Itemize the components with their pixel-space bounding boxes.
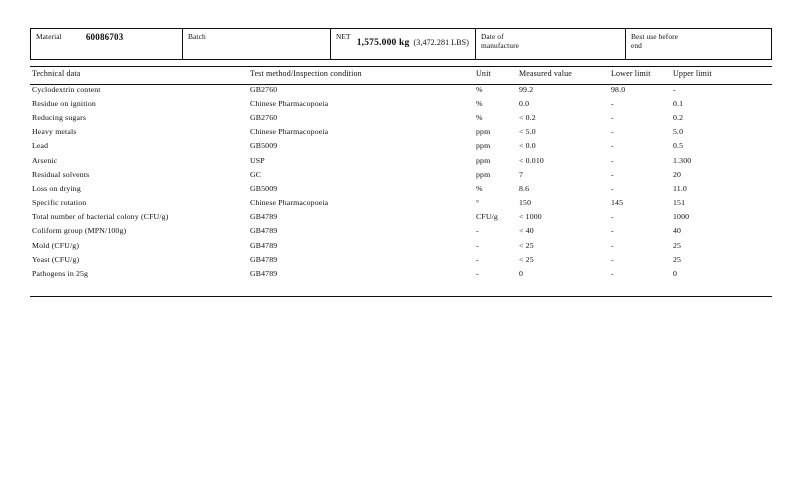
column-header-test-method: Test method/Inspection condition: [250, 69, 362, 78]
cell-lower: -: [611, 269, 614, 279]
net-label: NET: [336, 32, 351, 41]
column-header-lower-limit: Lower limit: [611, 69, 651, 78]
cell-unit: -: [476, 254, 479, 264]
cell-technical-data: Residue on ignition: [32, 98, 96, 108]
cell-method: GB4789: [250, 269, 278, 279]
cell-upper: 11.0: [673, 183, 687, 193]
cell-measured: < 0.0: [519, 141, 536, 151]
cell-upper: 0.1: [673, 98, 684, 108]
cell-unit: %: [476, 183, 483, 193]
cell-measured: < 1000: [519, 212, 542, 222]
cell-measured: 0: [519, 269, 524, 279]
table-body: [30, 82, 774, 281]
cell-method: GB2760: [250, 112, 278, 122]
cell-unit: -: [476, 240, 479, 250]
cell-measured: < 25: [519, 254, 534, 264]
best-use-before-label: Best use before end: [631, 32, 679, 50]
material-value: 60086703: [85, 32, 124, 42]
cell-upper: 1.300: [673, 155, 692, 165]
cell-lower: -: [611, 155, 614, 165]
cell-lower: 98.0: [611, 84, 626, 94]
cell-upper: 25: [673, 240, 682, 250]
cell-technical-data: Lead: [32, 141, 49, 151]
cell-lower: -: [611, 240, 614, 250]
cell-measured: 0.0: [519, 98, 530, 108]
cell-method: GB5009: [250, 183, 278, 193]
cell-unit: %: [476, 112, 483, 122]
table-row: [30, 82, 774, 96]
cell-method: GC: [250, 169, 262, 179]
cell-lower: 145: [611, 198, 624, 208]
column-header-technical-data: Technical data: [32, 69, 81, 78]
table-row: [30, 252, 774, 266]
cell-upper: 25: [673, 254, 682, 264]
cell-measured: 150: [519, 198, 532, 208]
table-row: [30, 224, 774, 238]
table-row: [30, 153, 774, 167]
table-row: [30, 181, 774, 195]
cell-upper: 1000: [673, 212, 690, 222]
cell-technical-data: Yeast (CFU/g): [32, 254, 80, 264]
best-use-before-cell: [626, 29, 771, 59]
specification-table: [30, 68, 774, 281]
date-of-manufacture-label: Date of manufacture: [481, 32, 520, 50]
cell-unit: ppm: [476, 155, 491, 165]
cell-measured: 7: [519, 169, 524, 179]
cell-method: GB4789: [250, 226, 278, 236]
cell-unit: -: [476, 269, 479, 279]
cell-method: GB2760: [250, 84, 278, 94]
cell-method: Chinese Pharmacopoeia: [250, 98, 329, 108]
table-row: [30, 238, 774, 252]
cell-lower: -: [611, 226, 614, 236]
cell-lower: -: [611, 169, 614, 179]
cell-technical-data: Loss on drying: [32, 183, 81, 193]
cell-method: GB4789: [250, 212, 278, 222]
date-of-manufacture-cell: [476, 29, 626, 59]
cell-technical-data: Heavy metals: [32, 127, 77, 137]
cell-lower: -: [611, 212, 614, 222]
cell-upper: 5.0: [673, 127, 684, 137]
cell-upper: -: [673, 84, 676, 94]
table-row: [30, 110, 774, 124]
cell-lower: -: [611, 141, 614, 151]
cell-measured: < 40: [519, 226, 534, 236]
table-row: [30, 139, 774, 153]
cell-method: Chinese Pharmacopoeia: [250, 198, 329, 208]
cell-technical-data: Reducing sugars: [32, 112, 87, 122]
cell-unit: °: [476, 198, 480, 208]
cell-method: GB4789: [250, 240, 278, 250]
cell-lower: -: [611, 254, 614, 264]
cell-technical-data: Residual solvents: [32, 169, 90, 179]
cell-method: USP: [250, 155, 265, 165]
cell-lower: -: [611, 98, 614, 108]
cell-measured: < 5.0: [519, 127, 536, 137]
cell-technical-data: Total number of bacterial colony (CFU/g): [32, 212, 169, 222]
cell-technical-data: Pathogens in 25g: [32, 269, 89, 279]
cell-technical-data: Arsenic: [32, 155, 58, 165]
cell-upper: 0.2: [673, 112, 684, 122]
column-header-unit: Unit: [476, 69, 491, 78]
cell-upper: 20: [673, 169, 682, 179]
table-row: [30, 266, 774, 280]
cell-unit: %: [476, 84, 483, 94]
header-info-box: [30, 28, 772, 60]
net-value-kg: 1,575.000 kg: [356, 38, 410, 48]
cell-method: GB5009: [250, 141, 278, 151]
cell-measured: < 0.010: [519, 155, 544, 165]
material-cell: [31, 29, 183, 59]
cell-unit: CFU/g: [476, 212, 498, 222]
cell-upper: 151: [673, 198, 686, 208]
batch-cell: [183, 29, 331, 59]
cell-unit: ppm: [476, 127, 491, 137]
batch-label: Batch: [188, 32, 206, 41]
table-header-row: [30, 68, 774, 82]
material-label: Material: [36, 32, 62, 41]
column-header-upper-limit: Upper limit: [673, 69, 712, 78]
cell-unit: -: [476, 226, 479, 236]
table-row: [30, 196, 774, 210]
cell-technical-data: Coliform group (MPN/100g): [32, 226, 127, 236]
cell-upper: 40: [673, 226, 682, 236]
cell-measured: < 25: [519, 240, 534, 250]
cell-upper: 0.5: [673, 141, 684, 151]
cell-lower: -: [611, 183, 614, 193]
net-values: [357, 32, 469, 50]
cell-unit: ppm: [476, 141, 491, 151]
cell-method: Chinese Pharmacopoeia: [250, 127, 329, 137]
table-top-rule: [30, 66, 772, 67]
cell-technical-data: Cyclodextrin content: [32, 84, 101, 94]
cell-measured: 99.2: [519, 84, 534, 94]
cell-measured: 8.6: [519, 183, 530, 193]
cell-unit: ppm: [476, 169, 491, 179]
cell-technical-data: Mold (CFU/g): [32, 240, 80, 250]
table-row: [30, 210, 774, 224]
column-header-measured-value: Measured value: [519, 69, 572, 78]
table-row: [30, 96, 774, 110]
net-weight-cell: [331, 29, 476, 59]
cell-method: GB4789: [250, 254, 278, 264]
cell-lower: -: [611, 127, 614, 137]
cell-lower: -: [611, 112, 614, 122]
cell-unit: %: [476, 98, 483, 108]
table-row: [30, 167, 774, 181]
cell-technical-data: Specific rotation: [32, 198, 87, 208]
table-bottom-rule: [30, 296, 772, 297]
table-row: [30, 125, 774, 139]
cell-upper: 0: [673, 269, 678, 279]
net-value-lbs: (3,472.281 LBS): [413, 38, 469, 47]
cell-measured: < 0.2: [519, 112, 536, 122]
